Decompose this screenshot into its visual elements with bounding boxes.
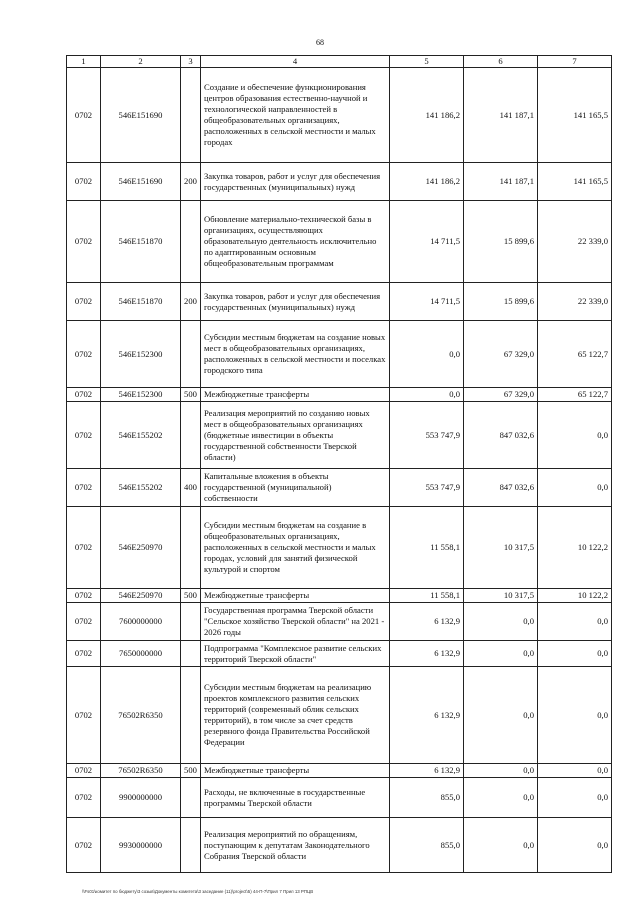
target-code-cell: 546E151690 [101,68,181,163]
amount-year2-cell: 141 187,1 [464,68,538,163]
expense-type-cell [181,603,201,641]
section-cell: 0702 [67,68,101,163]
expense-type-cell [181,402,201,469]
table-body [67,68,612,873]
target-code-cell: 546E155202 [101,469,181,507]
table-row [67,68,612,163]
amount-year2-cell: 15 899,6 [464,201,538,283]
expense-type-cell [181,667,201,764]
item-name-cell: Расходы, не включенные в государственные программы Тверской области [201,778,390,818]
amount-year1-cell: 0,0 [390,388,464,402]
column-header: 1 [67,56,101,68]
amount-year3-cell: 22 339,0 [538,283,612,321]
item-name-cell: Субсидии местным бюджетам на создание в общеобразовательных организациях, расположенных в сельской местности и малых городах, условий для занятий физической культурой и спортом [201,507,390,589]
amount-year3-cell: 0,0 [538,764,612,778]
amount-year3-cell: 141 165,5 [538,163,612,201]
item-name-cell: Субсидии местным бюджетам на создание новых мест в общеобразовательных организациях, расположенных в сельской местности и поселках городского типа [201,321,390,388]
section-cell: 0702 [67,469,101,507]
amount-year3-cell: 10 122,2 [538,589,612,603]
item-name-cell: Подпрограмма "Комплексное развитие сельских территорий Тверской области" [201,641,390,667]
amount-year1-cell: 553 747,9 [390,469,464,507]
expense-type-cell: 400 [181,469,201,507]
amount-year2-cell: 0,0 [464,641,538,667]
target-code-cell: 7600000000 [101,603,181,641]
page-number: 68 [316,38,324,47]
table-row [67,603,612,641]
expense-type-cell: 500 [181,589,201,603]
amount-year1-cell: 6 132,9 [390,667,464,764]
section-cell: 0702 [67,667,101,764]
section-cell: 0702 [67,764,101,778]
table-row [67,469,612,507]
column-header: 6 [464,56,538,68]
column-header: 5 [390,56,464,68]
column-header: 3 [181,56,201,68]
amount-year3-cell: 0,0 [538,641,612,667]
expense-type-cell [181,201,201,283]
table-row [67,201,612,283]
target-code-cell: 546E151690 [101,163,181,201]
amount-year3-cell: 65 122,7 [538,321,612,388]
target-code-cell: 7650000000 [101,641,181,667]
item-name-cell: Субсидии местным бюджетам на реализацию проектов комплексного развития сельских территорий (современный облик сельских территорий), в том числе за счет средств резервного фонда Правительства Российской Федерации [201,667,390,764]
expense-type-cell [181,641,201,667]
amount-year2-cell: 67 329,0 [464,321,538,388]
amount-year1-cell: 6 132,9 [390,764,464,778]
section-cell: 0702 [67,201,101,283]
amount-year3-cell: 0,0 [538,469,612,507]
table-row [67,388,612,402]
column-header: 2 [101,56,181,68]
table-row [67,163,612,201]
amount-year1-cell: 14 711,5 [390,283,464,321]
section-cell: 0702 [67,778,101,818]
amount-year2-cell: 847 032,6 [464,402,538,469]
target-code-cell: 9930000000 [101,818,181,873]
section-cell: 0702 [67,388,101,402]
table-row [67,641,612,667]
item-name-cell: Капитальные вложения в объекты государственной (муниципальной) собственности [201,469,390,507]
column-number-row [67,56,612,68]
section-cell: 0702 [67,283,101,321]
amount-year2-cell: 0,0 [464,764,538,778]
target-code-cell: 546E152300 [101,388,181,402]
amount-year2-cell: 15 899,6 [464,283,538,321]
amount-year1-cell: 6 132,9 [390,641,464,667]
amount-year1-cell: 855,0 [390,778,464,818]
table-row [67,818,612,873]
item-name-cell: Реализация мероприятий по созданию новых мест в общеобразовательных организациях (бюджетные инвестиции в объекты государственной собственности Тверской области) [201,402,390,469]
table-row [67,778,612,818]
amount-year3-cell: 22 339,0 [538,201,612,283]
amount-year2-cell: 0,0 [464,603,538,641]
expense-type-cell [181,321,201,388]
item-name-cell: Межбюджетные трансферты [201,764,390,778]
amount-year2-cell: 847 032,6 [464,469,538,507]
target-code-cell: 9900000000 [101,778,181,818]
amount-year3-cell: 10 122,2 [538,507,612,589]
item-name-cell: Государственная программа Тверской области "Сельское хозяйство Тверской области" на 2021 - 2026 годы [201,603,390,641]
column-header: 4 [201,56,390,68]
section-cell: 0702 [67,507,101,589]
target-code-cell: 546E151870 [101,201,181,283]
target-code-cell: 546E151870 [101,283,181,321]
expense-type-cell: 200 [181,163,201,201]
item-name-cell: Межбюджетные трансферты [201,388,390,402]
table-row [67,764,612,778]
amount-year3-cell: 141 165,5 [538,68,612,163]
target-code-cell: 546E152300 [101,321,181,388]
table-row [67,589,612,603]
expense-type-cell: 200 [181,283,201,321]
target-code-cell: 546E250970 [101,507,181,589]
amount-year1-cell: 11 558,1 [390,507,464,589]
column-header: 7 [538,56,612,68]
expense-type-cell [181,778,201,818]
amount-year2-cell: 0,0 [464,778,538,818]
section-cell: 0702 [67,589,101,603]
target-code-cell: 76502R6350 [101,667,181,764]
expense-type-cell [181,818,201,873]
section-cell: 0702 [67,402,101,469]
amount-year2-cell: 67 329,0 [464,388,538,402]
table-row [67,321,612,388]
amount-year2-cell: 0,0 [464,818,538,873]
table-row [67,402,612,469]
amount-year3-cell: 65 122,7 [538,388,612,402]
expense-type-cell [181,68,201,163]
amount-year3-cell: 0,0 [538,667,612,764]
amount-year2-cell: 0,0 [464,667,538,764]
item-name-cell: Создание и обеспечение функционирования центров образования естественно-научной и технологической направленностей в общеобразовательных организациях, расположенных в сельской местности и малых городах [201,68,390,163]
file-path-footer: \\Fs01\комитет по бюджету\3 созыв\Документы комитета\3 заседание (11)\project\5) 44-П-7\Прил 7 Прил 13 РПЦВ [82,889,314,894]
amount-year3-cell: 0,0 [538,778,612,818]
amount-year1-cell: 6 132,9 [390,603,464,641]
amount-year1-cell: 855,0 [390,818,464,873]
section-cell: 0702 [67,321,101,388]
target-code-cell: 546E250970 [101,589,181,603]
item-name-cell: Обновление материально-технической базы в организациях, осуществляющих образовательную деятельность исключительно по адаптированным основным общеобразовательным программам [201,201,390,283]
amount-year1-cell: 141 186,2 [390,163,464,201]
section-cell: 0702 [67,818,101,873]
item-name-cell: Закупка товаров, работ и услуг для обеспечения государственных (муниципальных) нужд [201,283,390,321]
amount-year2-cell: 10 317,5 [464,507,538,589]
table-row [67,667,612,764]
expense-type-cell: 500 [181,388,201,402]
amount-year1-cell: 141 186,2 [390,68,464,163]
target-code-cell: 546E155202 [101,402,181,469]
amount-year3-cell: 0,0 [538,603,612,641]
table-row [67,507,612,589]
expense-type-cell: 500 [181,764,201,778]
amount-year1-cell: 14 711,5 [390,201,464,283]
amount-year3-cell: 0,0 [538,818,612,873]
amount-year3-cell: 0,0 [538,402,612,469]
amount-year1-cell: 11 558,1 [390,589,464,603]
expense-type-cell [181,507,201,589]
amount-year2-cell: 141 187,1 [464,163,538,201]
amount-year1-cell: 553 747,9 [390,402,464,469]
item-name-cell: Межбюджетные трансферты [201,589,390,603]
section-cell: 0702 [67,603,101,641]
amount-year2-cell: 10 317,5 [464,589,538,603]
budget-table [66,55,612,873]
item-name-cell: Реализация мероприятий по обращениям, поступающим к депутатам Законодательного Собрания Тверской области [201,818,390,873]
amount-year1-cell: 0,0 [390,321,464,388]
section-cell: 0702 [67,641,101,667]
table-row [67,283,612,321]
item-name-cell: Закупка товаров, работ и услуг для обеспечения государственных (муниципальных) нужд [201,163,390,201]
section-cell: 0702 [67,163,101,201]
target-code-cell: 76502R6350 [101,764,181,778]
